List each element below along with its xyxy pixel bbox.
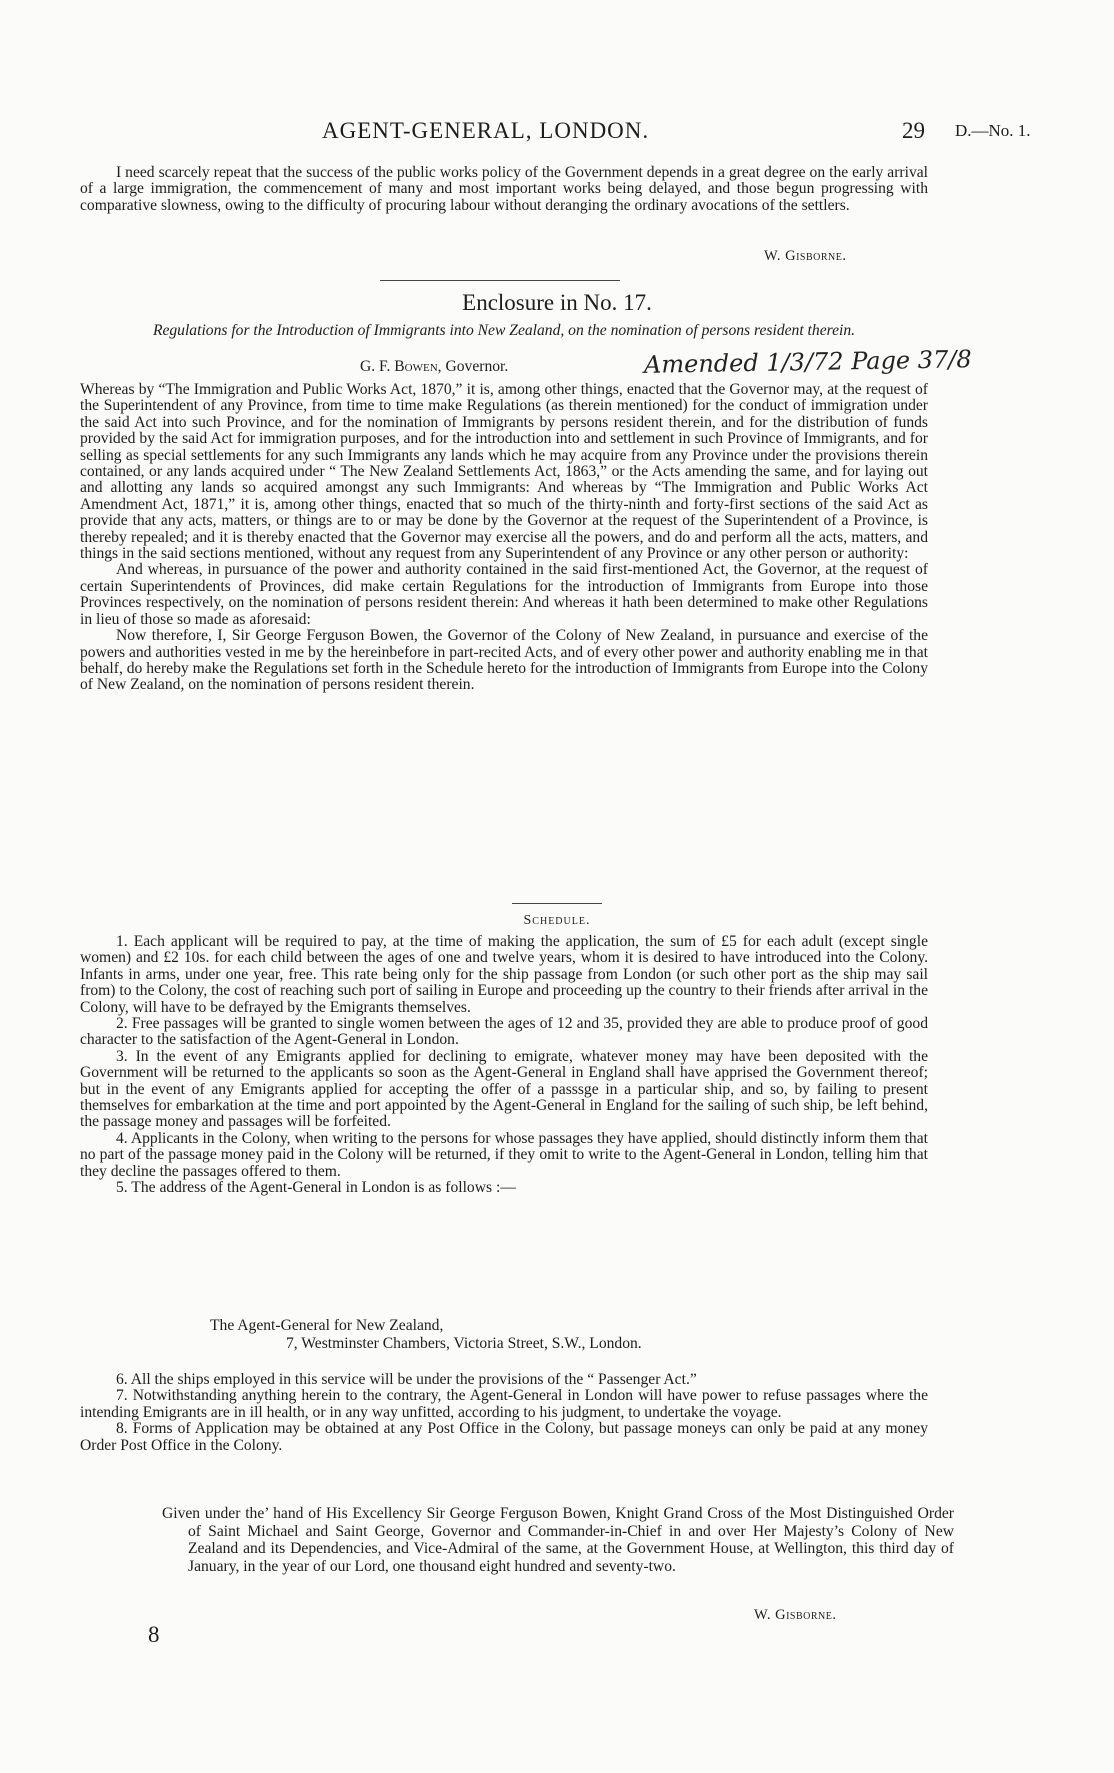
schedule-item-3: 3. In the event of any Emigrants applied for declining to emigrate, whatever money may have been deposited with the Government will be returned to the applicants so soon as the Agent-General in England shall have apprised the Government thereof; but in the event of any Emigrants applied for accepting the offer of a passsge in a particular ship, and so, by failing to present themselves for embarkation at the time and port appointed by the Agent-General in England for the sailing of such ship, be left behind, the passage money and passages will be forfeited.	[80, 1047, 928, 1131]
page-header	[0, 118, 1114, 148]
schedule-item-8: 8. Forms of Application may be obtained at any Post Office in the Colony, but passage moneys can only be paid at any money Order Post Office in the Colony.	[80, 1420, 928, 1454]
schedule-title: Schedule.	[523, 913, 591, 928]
intro-paragraph-block	[80, 165, 928, 214]
preamble-paragraph-1: Whereas by “The Immigration and Public Works Act, 1870,” it is, among other things, enacted that the Governor may, at the request of the Superintendent of any Province, from time to time make Regulations (as therein mentioned) for the conduct of immigration under the said Act into such Province, and for the nomination of Immigrants by persons resident therein, and for the distribution of funds provided by the said Act for immigration purposes, and for the introduction into and settlement in such Province of Immigrants, and for selling as special settlements for any such Immigrants any lands which he may acquire from any Province under the provisions therein contained, or any lands acquired under “ The New Zealand Settlements Act, 1863,” or the Acts amending the same, and for laying out and allotting any lands so acquired amongst any such Immigrants: And whereas by “The Immigration and Public Works Act Amendment Act, 1871,” it is, among other things, enacted that so much of the thirty-ninth and forty-first sections of the said Act as provide that any acts, matters, or things are to or may be done by the Governor at the request of the Superintendent of a Province, is thereby repealed; and it is thereby enacted that the Governor may exercise all the powers, and do and perform all the acts, matters, and things in the said sections mentioned, without any request from any Superintendent of any Province or any other person or authority:	[80, 381, 928, 563]
given-under-hand-paragraph: Given under the’ hand of His Excellency Sir George Ferguson Bowen, Knight Grand Cross of the Most Distinguished Order of Saint Michael and Saint George, Governor and Commander-in-Chief in and over Her Majesty’s Colony of New Zealand and its Dependencies, and Vice-Admiral of the same, at the Government House, at Wellington, this third day of January, in the year of our Lord, one thousand eight hundred and seventy-two.	[162, 1505, 954, 1575]
schedule-item-5: 5. The address of the Agent-General in London is as follows :—	[116, 1179, 516, 1197]
preamble-paragraph-2: And whereas, in pursuance of the power and authority contained in the said first-mentioned Act, the Governor, at the request of certain Superintendents of Provinces, did make certain Regulations for the introduction of Immigrants from Europe into those Provinces respectively, on the nomination of persons resident therein: And whereas it hath been determined to make other Regulations in lieu of those so made as aforesaid:	[80, 561, 928, 628]
schedule-item-6: 6. All the ships employed in this service will be under the provisions of the “ Passenger Act.”	[116, 1371, 697, 1388]
regulation-title: Regulations for the Introduction of Immigrants into New Zealand, on the nomination of persons resident therein.	[152, 322, 856, 339]
schedule-items-after-block	[80, 1372, 928, 1454]
footer-number: 8	[148, 1622, 160, 1647]
handwritten-annotation: Amended 1/3/72 Page 37/8	[643, 345, 972, 379]
intro-signature: W. Gisborne.	[764, 248, 847, 264]
address-line-2: 7, Westminster Chambers, Victoria Street, S.W., London.	[286, 1335, 642, 1352]
schedule-divider	[512, 903, 602, 904]
section-divider	[380, 280, 620, 281]
document-reference: D.—No. 1.	[955, 121, 1031, 140]
preamble-paragraph-3: Now therefore, I, Sir George Ferguson Bowen, the Governor of the Colony of New Zealand, in pursuance and exercise of the powers and authorities vested in me by the hereinbefore in part-recited Acts, and of every other power and authority enabling me in that behalf, do hereby make the Regulations set forth in the Schedule hereto for the introduction of Immigrants from Europe into the Colony of New Zealand, on the nomination of persons resident therein.	[80, 627, 928, 694]
schedule-item-2: 2. Free passages will be granted to single women between the ages of 12 and 35, provided they are able to produce proof of good character to the satisfaction of the Agent-General in London.	[80, 1015, 928, 1049]
governor-role: Governor.	[445, 358, 509, 375]
schedule-item-4: 4. Applicants in the Colony, when writing to the persons for whose passages they have applied, should distinctly inform them that no part of the passage money paid in the Colony will be returned, if they omit to write to the Agent-General in London, telling him that they decline the passages offered to them.	[80, 1129, 928, 1180]
address-line-1: The Agent-General for New Zealand,	[210, 1317, 444, 1334]
governor-signature	[360, 358, 508, 376]
schedule-item-7: 7. Notwithstanding anything herein to the contrary, the Agent-General in London will have power to refuse passages where the intending Emigrants are in ill health, or in any way unfitted, according to his judgment, to undertake the voyage.	[80, 1387, 928, 1421]
schedule-items-block	[80, 934, 928, 1197]
schedule-item-1: 1. Each applicant will be required to pay, at the time of making the application, the sum of £5 for each adult (except single women) and £2 10s. for each child between the ages of one and twelve years, whom it is desired to have introduced into the Colony. Infants in arms, under one year, free. This rate being only for the ship passage from London (or such other port as the ship may sail from) to the Colony, the cost of reaching such port of sailing in Europe and proceeding up the country to their friends after arrival in the Colony, will have to be defrayed by the Emigrants themselves.	[80, 933, 928, 1016]
final-signature: W. Gisborne.	[754, 1607, 837, 1623]
enclosure-title: Enclosure in No. 17.	[462, 290, 652, 315]
governor-name: G. F. Bowen,	[360, 358, 442, 375]
page-number: 29	[902, 118, 925, 143]
page-title: AGENT-GENERAL, LONDON.	[322, 118, 650, 143]
intro-paragraph: I need scarcely repeat that the success of the public works policy of the Government depends in a great degree on the early arrival of a large immigration, the commencement of many and most important works being delayed, and those begun progressing with comparative slowness, owing to the difficulty of procuring labour without deranging the ordinary avocations of the settlers.	[80, 164, 928, 214]
preamble-block	[80, 382, 928, 694]
